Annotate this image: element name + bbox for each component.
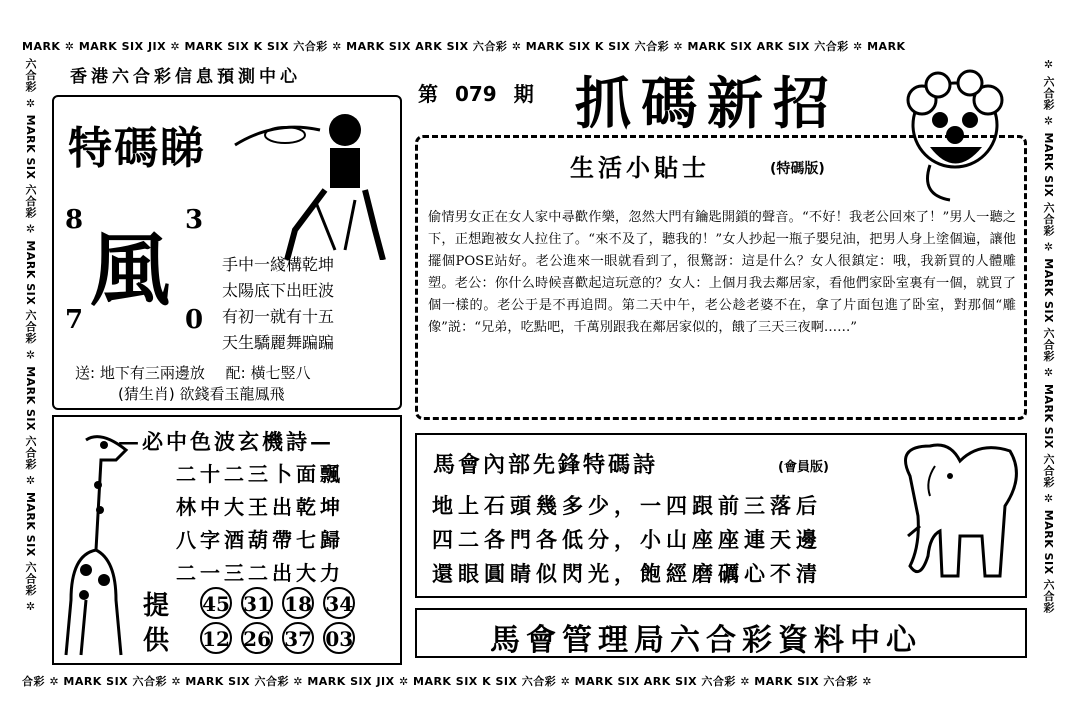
- elephant-illustration: [890, 436, 1025, 586]
- center-name: 香港六合彩信息預測中心: [70, 67, 301, 87]
- left-poem-line: 手中一綫構乾坤: [222, 255, 335, 274]
- corner-number-2: 3: [185, 205, 204, 235]
- big-character: 風: [90, 223, 170, 317]
- woman-whip-illustration: [225, 100, 395, 260]
- footer-banner-text: 馬會管理局六合彩資料中心: [490, 623, 922, 658]
- wave-poem-title: —必中色波玄機詩—: [118, 429, 334, 454]
- left-poem-line: 有初一就有十五: [222, 307, 335, 326]
- pair-text: 橫七竪八: [250, 364, 311, 382]
- left-poem-line: 太陽底下出旺波: [222, 281, 335, 300]
- number-ball: 12: [200, 622, 232, 654]
- number-ball: 31: [241, 587, 273, 619]
- number-ball: 34: [323, 587, 355, 619]
- border-left: 六合彩 ✲ MARK SIX 六合彩 ✲ MARK SIX 六合彩 ✲ MARK SIX 六合彩 ✲ MARK SIX 六合彩 ✲: [24, 58, 37, 614]
- border-top: MARK ✲ MARK SIX JIX ✲ MARK SIX K SIX 六合彩 ✲ MARK SIX ARK SIX 六合彩 ✲ MARK SIX K SIX 六合彩 ✲ MARK SIX ARK SIX 六合彩 ✲ MARK: [22, 40, 906, 53]
- zodiac-label: (猜生肖): [118, 385, 175, 403]
- vanguard-title: 馬會內部先鋒特碼詩: [433, 452, 659, 478]
- number-ball: 26: [241, 622, 273, 654]
- issue-prefix: 第: [418, 82, 438, 106]
- wave-poem-line: 八字酒葫帶七歸: [176, 528, 344, 552]
- giraffe-illustration: [56, 420, 141, 660]
- vanguard-line: 地上石頭幾多少，一四跟前三落后: [432, 493, 822, 518]
- corner-number-4: 0: [185, 305, 204, 335]
- numbers-row-bottom: [200, 622, 359, 654]
- issue-number: 079: [454, 82, 497, 106]
- border-right: ✲ 六合彩 ✲ MARK SIX 六合彩 ✲ MARK SIX 六合彩 ✲ MARK SIX 六合彩 ✲ MARK SIX 六合彩: [1042, 58, 1055, 614]
- tips-subtitle: (特碼版): [770, 161, 825, 177]
- number-ball: 45: [200, 587, 232, 619]
- number-ball: 18: [282, 587, 314, 619]
- vanguard-line: 四二各門各低分，小山座座連天邊: [432, 527, 822, 552]
- main-title: 抓碼新招: [575, 71, 839, 137]
- left-panel-title: 特碼睇: [68, 123, 206, 174]
- wave-poem-line: 二一三二出大力: [176, 561, 344, 585]
- wave-poem-lines: [176, 458, 344, 590]
- corner-number-3: 7: [65, 305, 84, 335]
- issue-label: [418, 78, 534, 107]
- number-ball: 37: [282, 622, 314, 654]
- pair-label: 配:: [225, 364, 246, 382]
- vanguard-subtitle: (會員版): [778, 460, 829, 475]
- vanguard-lines: [432, 489, 822, 591]
- left-poem-line: 天生驕麗舞蹁蹁: [222, 333, 335, 352]
- wave-poem-line: 二十二三卜面飄: [176, 462, 344, 486]
- number-ball: 03: [323, 622, 355, 654]
- issue-suffix: 期: [513, 82, 534, 106]
- zodiac-text: 欲錢看玉龍鳳飛: [179, 385, 285, 403]
- send-pair-line: [75, 362, 311, 383]
- tips-title: 生活小貼士: [570, 153, 710, 182]
- wave-poem-line: 林中大王出乾坤: [176, 495, 344, 519]
- tips-body: 偷情男女正在女人家中尋歡作樂，忽然大門有鑰匙開鎖的聲音。“不好！我老公回來了！”男人一聽之下，正想跑被女人拉住了。“來不及了，聽我的！”女人抄起一瓶子嬰兒油，把男人身上塗個遍，讓他擺個POSE站好。老公進來一眼就看到了，很驚訝：這是什么？女人很鎮定：哦，我新買的人體雕塑。老公：你什么時候喜歡起這玩意的？女人：上個月我去鄰居家，看他們家卧室裏有一個，就買了個一樣的。老公于是不再追問。第二天中午，老公趁老婆不在，拿了片面包進了卧室，對那個“雕像”説：“兄弟，吃點吧，千萬別跟我在鄰居家似的，餓了三天三夜啊……”: [428, 210, 1016, 335]
- left-poem: [222, 252, 334, 356]
- zodiac-line: [118, 383, 285, 404]
- border-bottom: 合彩 ✲ MARK SIX 六合彩 ✲ MARK SIX 六合彩 ✲ MARK SIX JIX ✲ MARK SIX K SIX 六合彩 ✲ MARK SIX ARK SIX 六合彩 ✲ MARK SIX 六合彩 ✲: [22, 675, 872, 688]
- numbers-row-top: [200, 587, 359, 619]
- vanguard-line: 還眼圓睛似閃光，飽經磨礪心不清: [432, 561, 822, 586]
- send-label: 送:: [75, 364, 96, 382]
- corner-number-1: 8: [65, 205, 84, 235]
- provide-label-top: 提: [143, 591, 170, 621]
- provide-label-bottom: 供: [143, 626, 170, 656]
- send-text: 地下有三兩邊放: [99, 364, 205, 382]
